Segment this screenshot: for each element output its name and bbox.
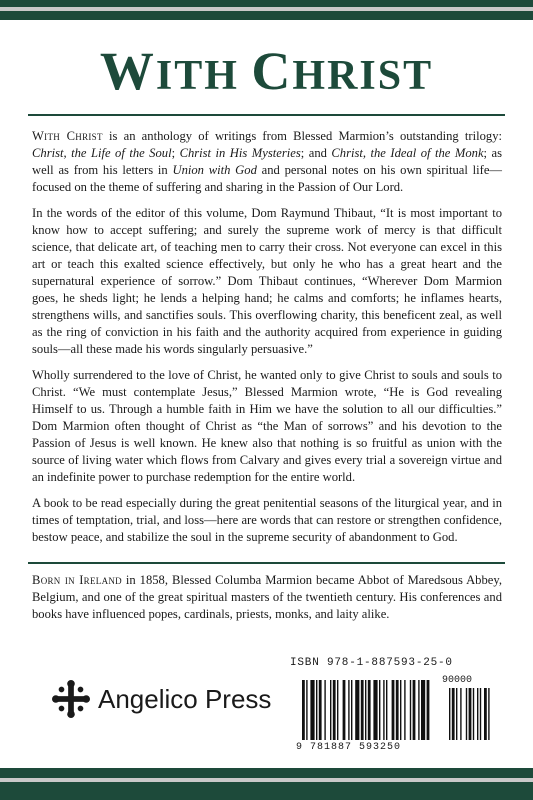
- description-block: [32, 128, 502, 555]
- publisher-logo: [52, 680, 271, 718]
- intro-book3: Christ, the Ideal of the Monk: [331, 146, 484, 160]
- editor-quote-paragraph: In the words of the editor of this volume, Dom Raymund Thibaut, “It is most important to know how to accept suffering; and surely the supreme work of mercy is that difficult science, that delicate art, of teaching men to carry their cross. Not everyone can excel in this art or teach this exalted science effectively, but only he who has a great heart and the supernatural experience of sorrow.” Dom Thibaut continues, “Wherever Dom Marmion goes, he sheds light; he lends a helping hand; he calms and comforts; he inflames hearts, strengthens wills, and sanctifies souls. This overflowing charity, this beneficent zeal, as well as the ring of conviction in his faith and the authority acquired from experience in guiding souls—all these made his words singularly persuasive.”: [32, 206, 502, 356]
- isbn-label: ISBN 978-1-887593-25-0: [290, 657, 453, 669]
- intro-book4: Union with God: [172, 163, 257, 177]
- bio-lead: Born in Ireland: [32, 573, 122, 587]
- bio-text: in 1858, Blessed Columba Marmion became Abbot of Maredsous Abbey, Belgium, and one of the great spiritual masters of the twentieth century. His conferences and books have influenced popes, cardinals, priests, monks, and laity alike.: [32, 573, 502, 621]
- ean-digits: 9 781887 593250: [296, 742, 402, 753]
- intro-text-b: ; as well as from his letters in: [32, 146, 502, 177]
- surrender-paragraph: Wholly surrendered to the love of Christ, he wanted only to give Christ to souls and souls to Christ. “We must contemplate Jesus,” Blessed Marmion wrote, “He is God revealing Himself to us. Through a humble faith in Him we have the solution to all our difficulties.” Dom Marmion often thought of Christ as “the Man of sorrows” and his devotion to the Passion of Jesus is well known. He knew also that nothing is so fruitful as union with the source of living water which flows from Calvary and gives every trial a sovereign virtue and an indefinite power to purchase redemption for the entire world.: [32, 368, 502, 484]
- intro-sep2: ; and: [300, 146, 332, 160]
- barcode-panel: [290, 657, 510, 757]
- bottom-band: [0, 768, 533, 800]
- top-band-stripe: [0, 7, 533, 11]
- title-ith: ITH: [155, 53, 252, 99]
- barcode-image: [294, 672, 506, 742]
- intro-book1: Christ, the Life of the Soul: [32, 146, 172, 160]
- author-bio: [32, 572, 502, 623]
- intro-book2: Christ in His Mysteries: [179, 146, 301, 160]
- publisher-name: Angelico Press: [98, 683, 272, 714]
- bottom-band-stripe: [0, 778, 533, 782]
- cross-icon: [52, 680, 90, 718]
- book-title: [0, 41, 533, 101]
- top-divider: [28, 114, 505, 116]
- seasons-paragraph: A book to be read especially during the great penitential seasons of the liturgical year, and in times of temptation, trial, and loss—here are words that can restore or strengthen confidence, bestow peace, and stabilize the soul in the supreme security of abandonment to God.: [32, 496, 502, 544]
- title-w: W: [99, 41, 156, 101]
- intro-paragraph: [32, 128, 502, 196]
- title-c: C: [251, 41, 293, 101]
- bottom-divider: [28, 562, 505, 564]
- top-band: [0, 0, 533, 20]
- intro-text-c: and personal notes on his own spiritual life—focused on the theme of suffering and sharing in the Passion of Our Lord.: [32, 163, 503, 194]
- intro-lead: With Christ: [32, 129, 103, 143]
- intro-text-a: is an anthology of writings from Blessed Marmion’s outstanding trilogy:: [102, 129, 503, 143]
- title-hrist: HRIST: [292, 53, 434, 99]
- intro-sep1: ;: [171, 146, 180, 160]
- author-bio-block: [32, 572, 502, 632]
- price-code: 90000: [442, 675, 473, 686]
